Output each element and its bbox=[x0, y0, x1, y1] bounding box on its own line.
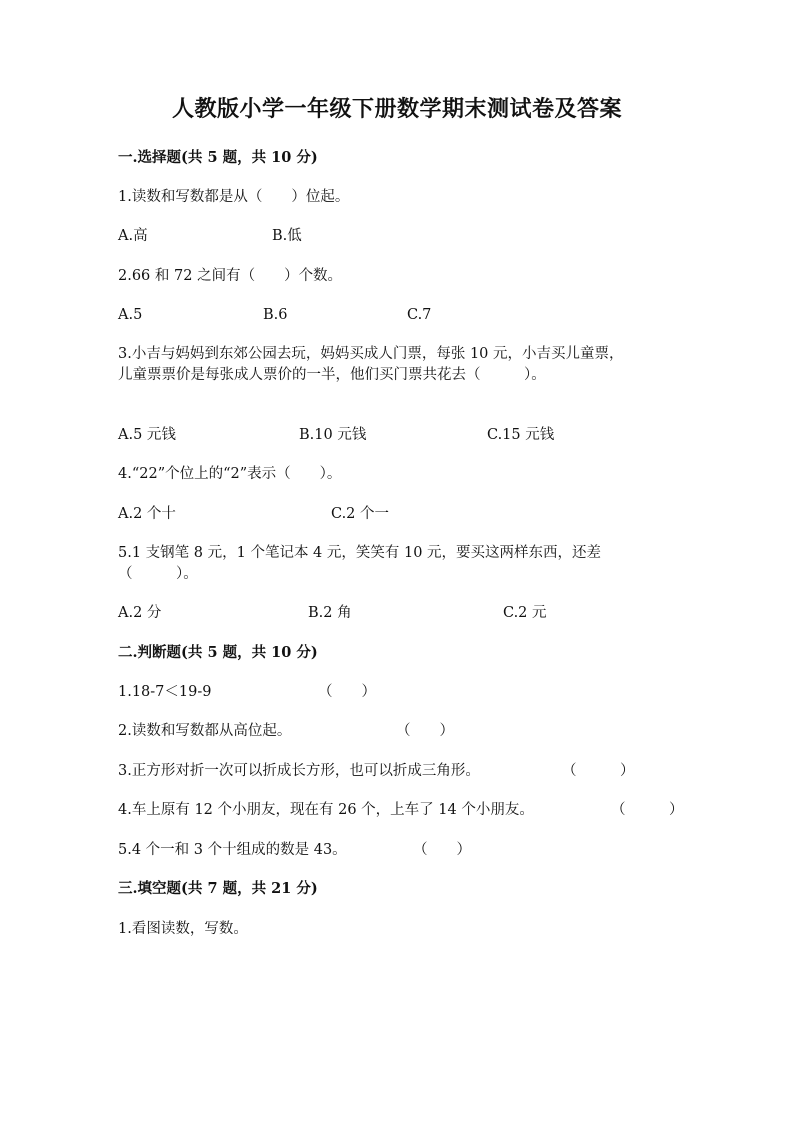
question-text-continued: 儿童票票价是每张成人票价的一半，他们买门票共花去（ ）。 bbox=[118, 367, 546, 383]
section-heading-choice: 一.选择题(共 5 题，共 10 分) bbox=[118, 149, 318, 166]
answer-bracket: （ ） bbox=[413, 842, 471, 858]
option-c: C.2 元 bbox=[503, 605, 547, 621]
option-a: A.2 个十 bbox=[118, 506, 176, 522]
option-b: B.6 bbox=[263, 307, 288, 323]
question-text: 1.看图读数，写数。 bbox=[118, 921, 248, 937]
section-heading-judgement: 二.判断题(共 5 题，共 10 分) bbox=[118, 644, 318, 661]
question-text: 2.66 和 72 之间有（ ）个数。 bbox=[118, 268, 343, 284]
option-a: A.高 bbox=[118, 228, 148, 244]
question-text: 4.“22”个位上的“2”表示（ ）。 bbox=[118, 466, 342, 482]
option-c: C.7 bbox=[407, 307, 432, 323]
judgement-item: 1.18-7＜19-9 bbox=[118, 684, 212, 700]
judgement-item: 2.读数和写数都从高位起。 bbox=[118, 723, 292, 739]
answer-bracket: （ ） bbox=[318, 684, 376, 700]
option-c: C.2 个一 bbox=[331, 506, 390, 522]
option-b: B.10 元钱 bbox=[299, 427, 367, 443]
question-text: 3.小吉与妈妈到东郊公园去玩，妈妈买成人门票，每张 10 元，小吉买儿童票， bbox=[118, 346, 624, 362]
option-c: C.15 元钱 bbox=[487, 427, 555, 443]
question-text: 1.读数和写数都是从（ ）位起。 bbox=[118, 189, 350, 205]
question-text: 5.1 支钢笔 8 元，1 个笔记本 4 元，笑笑有 10 元，要买这两样东西，还差 bbox=[118, 545, 602, 561]
judgement-item: 5.4 个一和 3 个十组成的数是 43。 bbox=[118, 842, 347, 858]
question-text-continued: （ ）。 bbox=[118, 566, 198, 582]
option-b: B.2 角 bbox=[308, 605, 352, 621]
answer-bracket: （ ） bbox=[396, 723, 454, 739]
option-b: B.低 bbox=[272, 228, 302, 244]
option-a: A.5 元钱 bbox=[118, 427, 176, 443]
answer-bracket: （ ） bbox=[562, 763, 635, 779]
option-a: A.2 分 bbox=[118, 605, 162, 621]
judgement-item: 3.正方形对折一次可以折成长方形，也可以折成三角形。 bbox=[118, 763, 480, 779]
section-heading-fill-blank: 三.填空题(共 7 题，共 21 分) bbox=[118, 880, 318, 897]
answer-bracket: （ ） bbox=[611, 802, 684, 818]
page-title: 人教版小学一年级下册数学期末测试卷及答案 bbox=[171, 96, 622, 122]
judgement-item: 4.车上原有 12 个小朋友，现在有 26 个，上车了 14 个小朋友。 bbox=[118, 802, 534, 818]
option-a: A.5 bbox=[118, 307, 143, 323]
